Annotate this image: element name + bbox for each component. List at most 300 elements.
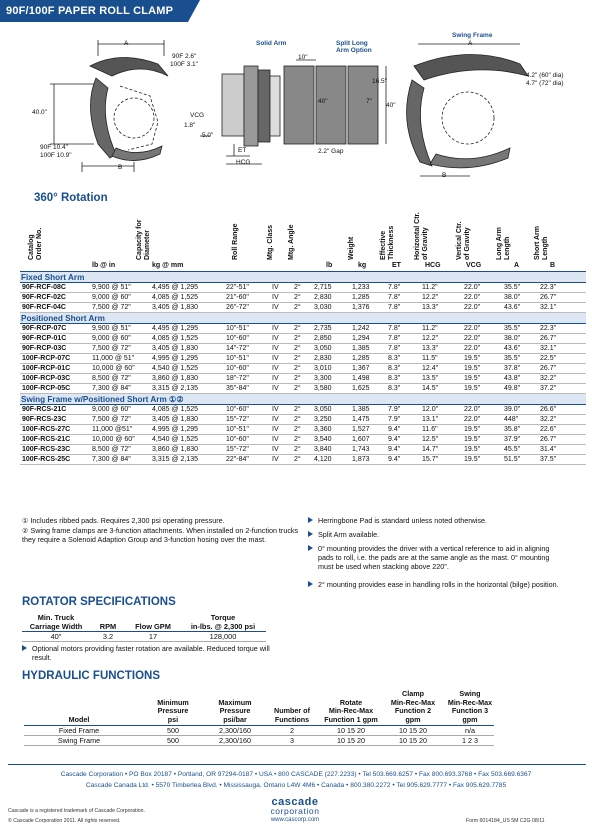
table-cell: 100F-RCS-25C	[22, 456, 71, 463]
table-cell: 9.4"	[388, 446, 401, 453]
table-cell: 1,385	[352, 406, 370, 413]
table-cell: 1,385	[352, 345, 370, 352]
table-cell: 15"-72"	[226, 446, 249, 453]
table-cell: 3,860 @ 1,830	[152, 446, 199, 453]
rot-cell-rpm: 3.2	[102, 632, 114, 641]
table-cell: 31.4"	[540, 446, 557, 453]
col-header-vcg: Vertical Ctr. of Gravity	[456, 221, 471, 260]
table-cell: IV	[272, 385, 279, 392]
table-cell: 100F-RCP-07C	[22, 355, 71, 362]
table-row	[20, 354, 586, 364]
rotator-note-text: Optional motors providing faster rotation are available. Reduced torque will result.	[32, 644, 270, 662]
table-cell: 2,830	[314, 294, 332, 301]
table-cell: 100F-RCS-27C	[22, 426, 71, 433]
table-cell: 4,120	[314, 456, 332, 463]
table-cell: 43.6"	[504, 345, 521, 352]
dia-72-label: 4.7" (72" dia)	[526, 80, 564, 87]
solid-arm-label: Solid Arm	[256, 40, 287, 47]
table-cell: 26.7"	[540, 294, 557, 301]
bullet-triangle-icon	[22, 645, 27, 651]
table-cell: 26.7"	[540, 436, 557, 443]
hyd-col-clamp: Clamp Min-Rec-Max Function 2 gpm	[390, 689, 436, 724]
table-row	[20, 405, 586, 415]
table-cell: 8,500 @ 72"	[92, 446, 131, 453]
table-cell: IV	[272, 284, 279, 291]
table-cell: 1,475	[352, 416, 370, 423]
arm-90f-label: 90F 2.6"	[172, 53, 197, 60]
rotator-header	[22, 612, 266, 632]
bullet-text: Split Arm available.	[318, 530, 380, 539]
hydraulic-cell: 500	[167, 726, 179, 735]
table-cell: 13.1"	[422, 416, 439, 423]
hydraulic-cell: 3	[290, 736, 294, 745]
table-cell: 13.5"	[422, 375, 439, 382]
table-cell: 35.5"	[504, 355, 521, 362]
table-cell: 19.5"	[464, 426, 481, 433]
website-link[interactable]: www.cascorp.com	[270, 817, 320, 823]
table-cell: 3,030	[314, 304, 332, 311]
hyd-col-rotate: Rotate Min-Rec-Max Function 1 gpm	[324, 697, 378, 724]
table-cell: 3,840	[314, 446, 332, 453]
hyd-col-min-pressure: Minimum Pressure psi	[157, 697, 189, 724]
dim-40b-label: 40"	[386, 102, 396, 109]
table-cell: 2°	[294, 385, 301, 392]
footer-address-canada: Cascade Canada Ltd. • 5570 Timberlea Blvd. • Mississauga, Ontario L4W 4M6 • Canada • 800.380.2272 • Tel 905.629.7777 • Fax 905.629.7785	[85, 782, 507, 789]
table-cell: 4,540 @ 1,525	[152, 365, 199, 372]
table-row	[20, 334, 586, 344]
table-cell: 8.3"	[388, 365, 401, 372]
table-cell: 14"-72"	[226, 345, 249, 352]
table-row	[20, 293, 586, 303]
table-cell: 1,367	[352, 365, 370, 372]
bullet-triangle-icon	[308, 545, 313, 551]
table-cell: 11.2"	[422, 284, 438, 291]
dia-60-label: 4.2" (60" dia)	[526, 72, 564, 79]
hydraulic-cell: Fixed Frame	[58, 726, 100, 735]
table-cell: 49.8"	[504, 385, 521, 392]
table-cell: 22.0"	[464, 345, 481, 352]
table-cell: 10"-60"	[226, 365, 249, 372]
table-cell: 18"-72"	[226, 375, 249, 382]
col-header-mtg-angle: Mtg. Angle	[288, 224, 295, 260]
hydraulic-cell: 2,300/160	[219, 736, 251, 745]
table-cell: 15.7"	[422, 456, 439, 463]
dim-165-label: 16.5"	[372, 78, 387, 85]
col-header-mtg-class: Mtg. Class	[267, 224, 274, 260]
table-cell: 26.7"	[540, 335, 557, 342]
clamp-drawing-svg	[0, 26, 592, 188]
hydraulic-cell: 10 15 20	[399, 736, 427, 745]
rotation-heading: 360° Rotation	[34, 192, 108, 204]
table-cell: IV	[272, 355, 279, 362]
table-cell: 2°	[294, 355, 301, 362]
dim-7-label: 7"	[366, 98, 372, 105]
table-cell: 35.5"	[504, 325, 521, 332]
table-cell: 7,500 @ 72"	[92, 345, 131, 352]
table-cell: 43.8"	[504, 375, 521, 382]
table-row	[20, 415, 586, 425]
bullet-text: Herringbone Pad is standard unless noted otherwise.	[318, 516, 488, 525]
footnote-1: ① Includes ribbed pads. Requires 2,300 psi operating pressure.	[22, 516, 225, 525]
table-cell: 37.8"	[504, 365, 521, 372]
table-cell: 22.0"	[464, 416, 481, 423]
table-cell: 2°	[294, 436, 301, 443]
table-cell: IV	[272, 365, 279, 372]
table-cell: 90F-RCF-02C	[22, 294, 66, 301]
col-header-roll-range: Roll Range	[232, 223, 239, 260]
table-cell: 3,540	[314, 436, 332, 443]
base-90f-label: 90F 10.4"	[40, 144, 68, 151]
col-header-capacity: Capacity for Diameter	[136, 219, 151, 260]
table-cell: 7.8"	[388, 345, 401, 352]
hyd-col-functions: Number of Functions	[274, 706, 310, 724]
table-cell: 3,050	[314, 406, 332, 413]
hydraulic-cell: n/a	[465, 726, 475, 735]
table-cell: 1,607	[352, 436, 370, 443]
table-cell: 1,527	[352, 426, 370, 433]
table-cell: 19.5"	[464, 436, 481, 443]
page-title: 90F/100F PAPER ROLL CLAMP	[0, 0, 188, 22]
table-cell: 35"-84"	[226, 385, 249, 392]
table-cell: 19.5"	[464, 385, 481, 392]
table-cell: 2°	[294, 456, 301, 463]
table-cell: 9,000 @ 60"	[92, 335, 131, 342]
rot-col-width: Min. Truck Carriage Width	[29, 613, 83, 631]
table-cell: 22"-84"	[226, 456, 249, 463]
table-cell: 4,995 @ 1,295	[152, 426, 199, 433]
spec-table-units	[20, 262, 586, 272]
dim-50-label: 5.0"	[202, 132, 214, 139]
table-cell: 2,850	[314, 335, 332, 342]
spec-table-body	[20, 272, 586, 465]
table-cell: 21"-60"	[226, 294, 249, 301]
table-cell: 12.0"	[422, 406, 439, 413]
table-cell: 13.3"	[422, 304, 439, 311]
table-cell: 3,050	[314, 345, 332, 352]
dim-b-left: B	[118, 164, 123, 171]
table-cell: 3,405 @ 1,830	[152, 304, 199, 311]
table-cell: 39.0"	[504, 406, 521, 413]
table-cell: IV	[272, 375, 279, 382]
table-cell: 43.6"	[504, 304, 521, 311]
unit-a: A	[514, 262, 520, 269]
table-row	[20, 364, 586, 374]
hydraulic-cell: 10 15 20	[337, 726, 365, 735]
table-cell: 100F-RCS-21C	[22, 436, 71, 443]
table-cell: 7,500 @ 72"	[92, 304, 131, 311]
table-cell: 12.2"	[422, 335, 439, 342]
table-cell: 45.5"	[504, 446, 521, 453]
table-cell: 7.9"	[388, 406, 401, 413]
table-cell: 3,360	[314, 426, 332, 433]
table-cell: 2°	[294, 426, 301, 433]
table-cell: 90F-RCP-07C	[22, 325, 67, 332]
hydraulic-cell: 2,300/160	[219, 726, 251, 735]
table-cell: 32.1"	[540, 345, 557, 352]
table-cell: IV	[272, 416, 279, 423]
table-cell: 90F-RCS-23C	[22, 416, 67, 423]
rotator-heading: ROTATOR SPECIFICATIONS	[22, 596, 176, 608]
rotator-row	[22, 632, 266, 642]
table-cell: 32.1"	[540, 304, 557, 311]
swing-frame-label: Swing Frame	[452, 32, 493, 39]
table-cell: 7.8"	[388, 325, 401, 332]
table-cell: 4,085 @ 1,525	[152, 294, 199, 301]
table-cell: 1,285	[352, 355, 370, 362]
hydraulic-header	[24, 690, 494, 726]
table-cell: 7,300 @ 84"	[92, 456, 131, 463]
table-cell: 26.7"	[540, 365, 557, 372]
table-cell: 11,000 @ 51"	[92, 355, 135, 362]
hydraulic-row	[24, 726, 494, 736]
bullet-triangle-icon	[308, 581, 313, 587]
table-cell: 10"-60"	[226, 335, 249, 342]
table-cell: 100F-RCS-23C	[22, 446, 71, 453]
logo-subtitle: corporation	[270, 806, 320, 816]
table-cell: IV	[272, 406, 279, 413]
bullet-2-mounting	[308, 580, 568, 589]
table-row	[20, 374, 586, 384]
table-cell: 3,860 @ 1,830	[152, 375, 199, 382]
form-number: Form 6014184_US 5M C2G 08/11	[466, 818, 545, 824]
table-cell: 9,900 @ 51"	[92, 284, 131, 291]
table-cell: 2,830	[314, 355, 332, 362]
table-cell: 1,625	[352, 385, 370, 392]
table-cell: 4,495 @ 1,295	[152, 284, 199, 291]
table-cell: 2°	[294, 284, 301, 291]
table-cell: 11.6"	[422, 426, 438, 433]
table-cell: 19.5"	[464, 446, 481, 453]
logo-wordmark: cascade	[271, 796, 319, 808]
table-cell: 10,000 @ 60"	[92, 365, 135, 372]
table-cell: 2°	[294, 375, 301, 382]
table-cell: 9,000 @ 60"	[92, 294, 131, 301]
table-cell: 15"-72"	[226, 416, 249, 423]
hydraulic-cell: 1 2 3	[462, 736, 478, 745]
table-cell: 2°	[294, 294, 301, 301]
table-cell: 10"-60"	[226, 436, 249, 443]
hydraulic-row	[24, 736, 494, 746]
bullet-triangle-icon	[308, 531, 313, 537]
table-cell: 3,580	[314, 385, 332, 392]
table-cell: 3,405 @ 1,830	[152, 416, 199, 423]
col-header-catalog: Catalog Order No.	[28, 227, 43, 260]
table-cell: IV	[272, 325, 279, 332]
unit-lb: lb	[326, 262, 333, 269]
table-cell: 51.5"	[504, 456, 521, 463]
copyright-note: © Cascade Corporation 2011. All rights reserved.	[8, 818, 121, 824]
table-cell: IV	[272, 294, 279, 301]
vcg-label: VCG	[190, 112, 205, 119]
et-label: ET	[238, 147, 247, 154]
table-row	[20, 344, 586, 354]
table-cell: 10"-60"	[226, 406, 249, 413]
bullet-text: 2° mounting provides ease in handling rolls in the horizontal (bilge) position.	[318, 580, 559, 589]
table-cell: 90F-RCS-21C	[22, 406, 67, 413]
hcg-label: HCG	[236, 159, 251, 166]
unit-b: B	[550, 262, 556, 269]
table-cell: 12.2"	[422, 294, 439, 301]
table-cell: 7.8"	[388, 304, 401, 311]
table-cell: 26.6"	[540, 406, 557, 413]
col-header-weight: Weight	[348, 236, 355, 260]
table-cell: 32.2"	[540, 416, 557, 423]
table-cell: 13.3"	[422, 345, 439, 352]
table-cell: 9,900 @ 51"	[92, 325, 131, 332]
table-cell: 22.0"	[464, 294, 481, 301]
hyd-col-swing: Swing Min-Rec-Max Function 3 gpm	[447, 689, 493, 724]
hydraulic-table	[24, 690, 494, 746]
gap-label: 2.2" Gap	[318, 148, 344, 155]
dim-a-right: A	[468, 40, 473, 47]
bullet-herringbone	[308, 516, 578, 525]
rot-cell-flow: 17	[148, 632, 158, 641]
table-cell: 14.7"	[422, 446, 439, 453]
table-cell: 9.4"	[388, 456, 401, 463]
table-cell: 1,294	[352, 335, 370, 342]
table-cell: 7.9"	[388, 416, 401, 423]
table-cell: 1,242	[352, 325, 370, 332]
table-row	[20, 455, 586, 465]
hydraulic-cell: 10 15 20	[337, 736, 365, 745]
table-cell: 38.0"	[504, 335, 521, 342]
table-row	[20, 435, 586, 445]
table-cell: 4,540 @ 1,525	[152, 436, 199, 443]
table-cell: 3,315 @ 2,135	[152, 456, 199, 463]
hydraulic-heading: HYDRAULIC FUNCTIONS	[22, 670, 160, 682]
table-cell: 22.3"	[540, 325, 557, 332]
table-cell: IV	[272, 335, 279, 342]
table-cell: 19.5"	[464, 355, 481, 362]
table-cell: 7.8"	[388, 284, 401, 291]
table-row	[20, 384, 586, 394]
table-cell: 22.0"	[464, 335, 481, 342]
table-cell: 22.5"	[540, 355, 557, 362]
footnote-2: ② Swing frame clamps are 3-function attachments. When installed on 2-function trucks they require a Solenoid Adaption Group and 3-function hosing over the mast.	[22, 526, 299, 544]
table-cell: 90F-RCP-01C	[22, 335, 67, 342]
table-cell: 2,715	[314, 284, 332, 291]
table-cell: 11.5"	[422, 355, 438, 362]
table-cell: 2°	[294, 335, 301, 342]
table-cell: 22.0"	[464, 325, 481, 332]
table-cell: 37.9"	[504, 436, 521, 443]
footer-divider	[8, 764, 586, 765]
table-cell: 32.2"	[540, 375, 557, 382]
table-cell: 10,000 @ 60"	[92, 436, 135, 443]
rot-cell-width: 40"	[50, 632, 62, 641]
unit-kg-mm: kg @ mm	[152, 262, 184, 269]
table-cell: 22.3"	[540, 284, 557, 291]
table-cell: 19.5"	[464, 365, 481, 372]
table-cell: 8.3"	[388, 385, 401, 392]
table-cell: 2°	[294, 446, 301, 453]
cascade-logo	[256, 797, 334, 824]
table-cell: 100F-RCP-03C	[22, 375, 71, 382]
table-cell: 9.4"	[388, 436, 401, 443]
table-cell: 35.5"	[504, 284, 521, 291]
table-cell: IV	[272, 345, 279, 352]
table-cell: 11,000 @51"	[92, 426, 133, 433]
table-cell: 35.8"	[504, 426, 521, 433]
table-row	[20, 303, 586, 313]
bullet-triangle-icon	[308, 517, 313, 523]
hydraulic-body	[24, 726, 494, 746]
dim-a-left: A	[124, 40, 129, 47]
table-cell: 22.0"	[464, 304, 481, 311]
hydraulic-cell: 10 15 20	[399, 726, 427, 735]
table-group-heading: Swing Frame w/Positioned Short Arm ①②	[20, 394, 586, 405]
table-cell: 100F-RCP-01C	[22, 365, 71, 372]
table-cell: 4,085 @ 1,525	[152, 335, 199, 342]
rot-cell-torque: 128,000	[209, 632, 237, 641]
hydraulic-cell: 2	[290, 726, 294, 735]
table-cell: 90F-RCF-08C	[22, 284, 66, 291]
table-cell: IV	[272, 426, 279, 433]
table-cell: 11.2"	[422, 325, 438, 332]
unit-hcg: HCG	[425, 262, 441, 269]
table-cell: 1,498	[352, 375, 370, 382]
table-cell: 2°	[294, 416, 301, 423]
dim-18-label: 1.8"	[184, 122, 196, 129]
table-group-heading: Fixed Short Arm	[20, 272, 586, 283]
table-cell: 3,010	[314, 365, 332, 372]
table-cell: 7.8"	[388, 294, 401, 301]
table-cell: 100F-RCP-05C	[22, 385, 71, 392]
table-cell: IV	[272, 304, 279, 311]
col-header-short-arm: Short Arm Length	[534, 226, 549, 260]
table-cell: 7,300 @ 84"	[92, 385, 131, 392]
bullet-0-mounting	[308, 544, 556, 571]
table-cell: 4,085 @ 1,525	[152, 406, 199, 413]
spec-table	[20, 204, 586, 465]
spec-table-header	[20, 204, 586, 262]
table-cell: 3,250	[314, 416, 332, 423]
hydraulic-cell: Swing Frame	[57, 736, 101, 745]
split-arm-label: Split Long Arm Option	[336, 40, 372, 54]
rot-col-rpm: RPM	[99, 622, 117, 631]
table-cell: 3,405 @ 1,830	[152, 345, 199, 352]
table-cell: 2,735	[314, 325, 332, 332]
table-cell: 1,873	[352, 456, 370, 463]
col-header-hcg: Horizontal Ctr. of Gravity	[414, 212, 429, 260]
table-cell: 12.4"	[422, 365, 439, 372]
table-cell: 14.5"	[422, 385, 439, 392]
table-cell: IV	[272, 446, 279, 453]
table-cell: 19.5"	[464, 456, 481, 463]
table-cell: 10"-51"	[226, 355, 249, 362]
table-row	[20, 283, 586, 293]
table-cell: 9.4"	[388, 426, 401, 433]
arm-100f-label: 100F 3.1"	[170, 61, 198, 68]
footer-address-us: Cascade Corporation • PO Box 20187 • Portland, OR 97294-0187 • USA • 800 CASCADE (227.2233) • Tel 503.669.6257 • Fax 800.693.3768 • Fax 503.669.6367	[60, 771, 532, 778]
table-cell: 37.2"	[540, 385, 557, 392]
table-cell: 8.3"	[388, 355, 401, 362]
table-cell: 2°	[294, 345, 301, 352]
rotator-table	[22, 612, 266, 642]
table-cell: 2°	[294, 304, 301, 311]
table-cell: 7.8"	[388, 335, 401, 342]
trademark-note: Cascade is a registered trademark of Cascade Corporation.	[8, 808, 145, 814]
table-cell: 4,495 @ 1,295	[152, 325, 199, 332]
table-cell: 2°	[294, 325, 301, 332]
table-cell: 90F-RCP-03C	[22, 345, 67, 352]
table-cell: 7,500 @ 72"	[92, 416, 131, 423]
table-cell: 19.5"	[464, 375, 481, 382]
table-group-heading: Positioned Short Arm	[20, 313, 586, 324]
table-cell: 37.5"	[540, 456, 557, 463]
bullet-text: 0° mounting provides the driver with a vertical reference to aid in aligning pads to roll, i.e. the pads are at the same angle as the mast. 0° mounting must be used when stacking above 220".	[318, 544, 550, 571]
table-cell: 22.0"	[464, 284, 481, 291]
